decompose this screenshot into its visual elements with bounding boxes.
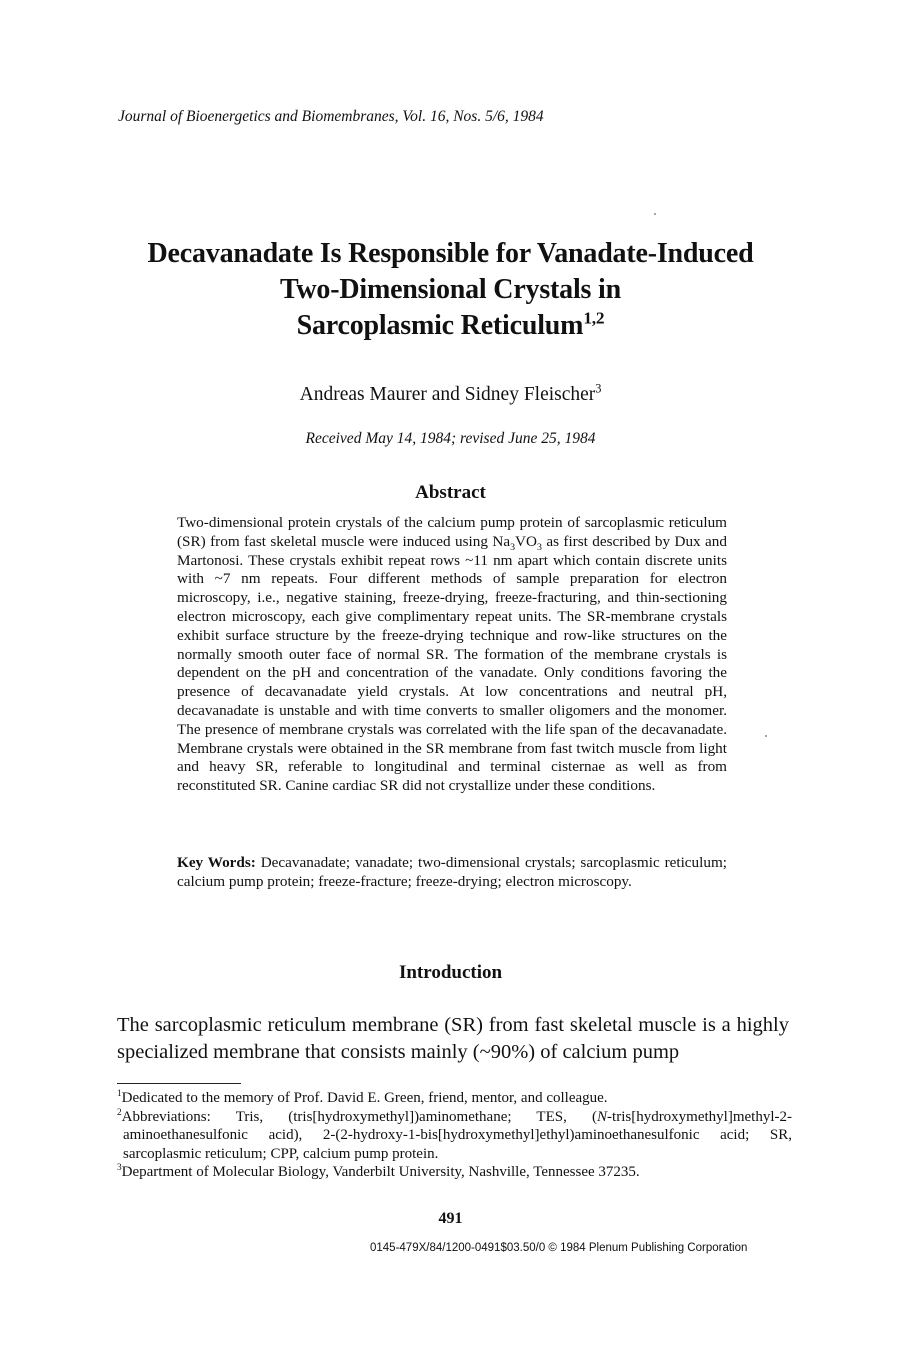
footnote-2-mark: 2 — [117, 1107, 122, 1118]
received-dates: Received May 14, 1984; revised June 25, 1984 — [305, 430, 596, 447]
abstract-text-b: VO — [515, 532, 537, 550]
abstract-text-a: Two-dimensional protein crystals of the calcium pump protein of sarcoplasmic reticulum (SR) from fast skeletal muscle were induced using Na — [177, 514, 727, 550]
footnote-1-mark: 1 — [117, 1089, 122, 1099]
footnote-2-text-b: -tris[hydroxymethyl]methyl-2-aminoethanesulfonic acid), 2-(2-hydroxy-1-bis[hydroxymethyl]ethyl)aminoethanesulfonic acid; SR, sarcoplasmic reticulum; CPP, calcium pump protein. — [123, 1108, 792, 1162]
title-line-1: Decavanadate Is Responsible for Vanadate-Induced — [147, 238, 754, 269]
author-footnote-mark: 3 — [595, 381, 602, 396]
title-line-2: Two-Dimensional Crystals in — [280, 274, 621, 305]
footnote-1-text: Dedicated to the memory of Prof. David E. Green, friend, mentor, and colleague. — [121, 1090, 608, 1106]
author-line — [0, 381, 901, 406]
author-names: Andreas Maurer and Sidney Fleischer — [299, 384, 596, 405]
journal-citation: Journal of Bioenergetics and Biomembranes, Vol. 16, Nos. 5/6, 1984 — [118, 108, 544, 125]
abstract-text-c: as first described by Dux and Martonosi. These crystals exhibit repeat rows ~11 nm apart which contain discrete units with ~7 nm repeats. Four different methods of sample preparation for electron microscopy, i.e., negative staining, freeze-drying, freeze-fracturing, and thin-sectioning electron microscopy, each give complimentary repeat units. The SR-membrane crystals exhibit surface structure by the freeze-drying technique and row-like structures on the normally smooth outer face of normal SR. The formation of the membrane crystals is dependent on the pH and concentration of the vanadate. Only conditions favoring the presence of decavanadate yield crystals. At low concentrations and neutral pH, decavanadate is unstable and with time converts to smaller oligomers and the monomer. The presence of membrane crystals was correlated with the life span of the decavanadate. Membrane crystals were obtained in the SR membrane from fast twitch muscle from light and heavy SR, referable to longitudinal and terminal cisternae as well as from reconstituted SR. Canine cardiac SR did not crystallize under these conditions. — [177, 532, 727, 795]
footnote-3-mark: 3 — [117, 1163, 122, 1174]
footnote-1 — [117, 1089, 792, 1108]
keywords-label: Key Words: — [177, 854, 256, 871]
title-line-3-text: Sarcoplasmic Reticulum — [296, 310, 584, 341]
footnote-2-italic: N — [597, 1108, 608, 1125]
keywords-text: Decavanadate; vanadate; two-dimensional crystals; sarcoplasmic reticulum; calcium pump protein; freeze-fracture; freeze-drying; electron microscopy. — [177, 854, 727, 890]
introduction-heading: Introduction — [398, 962, 503, 983]
abstract-subscript-1: 3 — [510, 541, 516, 553]
scan-speck — [654, 213, 656, 215]
footnote-3 — [117, 1163, 792, 1182]
footnotes — [117, 1089, 792, 1182]
abstract-body — [177, 514, 727, 796]
abstract-subscript-2: 3 — [536, 541, 542, 553]
page-number: 491 — [438, 1210, 463, 1227]
footnote-2 — [117, 1108, 792, 1164]
title-line-3 — [0, 308, 901, 344]
paper-title — [0, 236, 901, 344]
title-footnote-marks: 1,2 — [583, 308, 605, 328]
footnote-rule — [117, 1083, 241, 1084]
footnote-3-text: Department of Molecular Biology, Vanderbilt University, Nashville, Tennessee 37235. — [121, 1164, 640, 1181]
scan-speck — [765, 735, 767, 737]
footnote-2-text-a: Abbreviations: Tris, (tris[hydroxymethyl])aminomethane; TES, ( — [121, 1108, 598, 1125]
abstract-heading: Abstract — [415, 482, 486, 503]
keywords — [177, 854, 727, 892]
copyright-line: 0145-479X/84/1200-0491$03.50/0 © 1984 Plenum Publishing Corporation — [370, 1242, 748, 1254]
introduction-body: The sarcoplasmic reticulum membrane (SR) from fast skeletal muscle is a highly specialized membrane that consists mainly (~90%) of calcium pump — [117, 1014, 789, 1063]
